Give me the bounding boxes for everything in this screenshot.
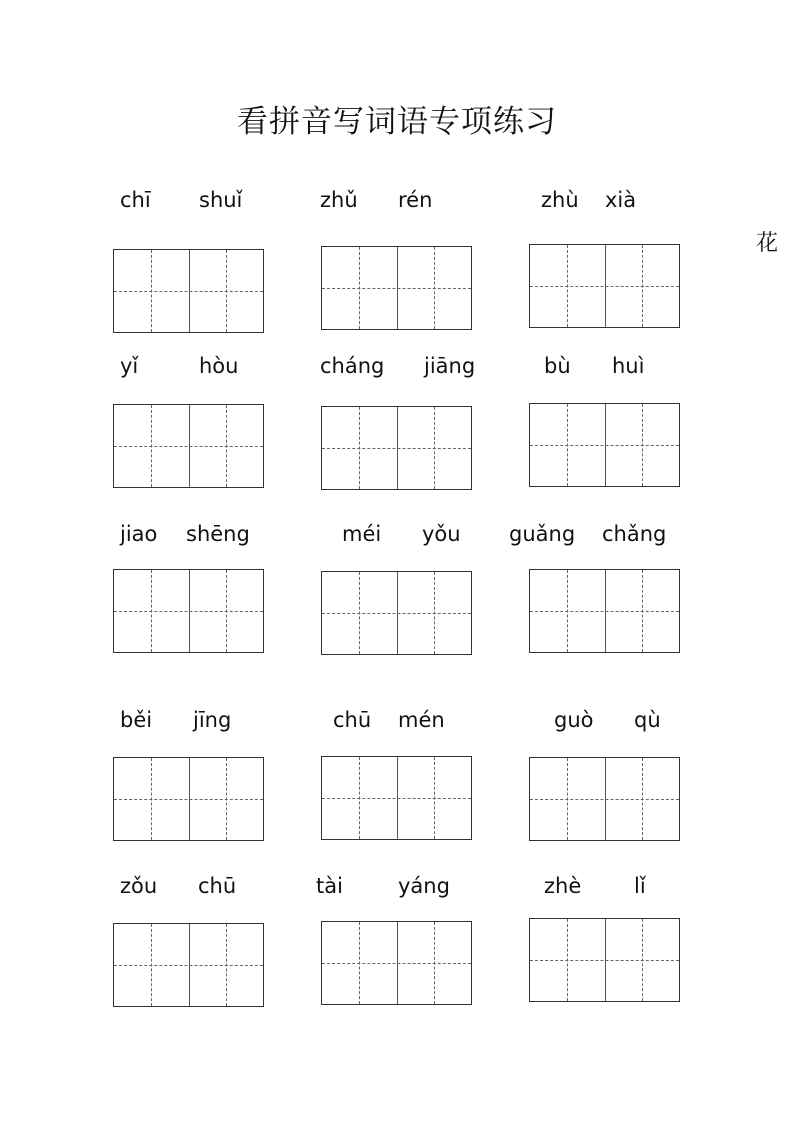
grid-guide-vertical (226, 405, 227, 487)
pinyin-syllable: guò (554, 708, 594, 732)
grid-guide-vertical (189, 250, 190, 332)
pinyin-syllable: jīng (193, 708, 232, 732)
grid-guide-vertical (151, 570, 152, 652)
grid-guide-vertical (397, 922, 398, 1004)
grid-guide-vertical (151, 758, 152, 840)
grid-guide-vertical (359, 922, 360, 1004)
pinyin-syllable: zhǔ (320, 188, 358, 212)
grid-guide-vertical (226, 758, 227, 840)
grid-guide-vertical (605, 758, 606, 840)
grid-guide-vertical (605, 570, 606, 652)
pinyin-syllable: rén (398, 188, 433, 212)
grid-guide-vertical (434, 572, 435, 654)
pinyin-syllable: mén (398, 708, 445, 732)
writing-grid[interactable] (529, 757, 680, 841)
grid-guide-vertical (434, 247, 435, 329)
writing-grid[interactable] (321, 921, 472, 1005)
pinyin-syllable: zǒu (120, 874, 158, 898)
writing-grid[interactable] (113, 757, 264, 841)
grid-guide-vertical (642, 570, 643, 652)
pinyin-syllable: huì (612, 354, 645, 378)
pinyin-syllable: chī (120, 188, 151, 212)
pinyin-syllable: guǎng (509, 522, 576, 546)
page-title: 看拼音写词语专项练习 (237, 104, 557, 140)
side-character: 花 (756, 231, 779, 256)
grid-guide-vertical (397, 757, 398, 839)
pinyin-syllable: běi (120, 708, 153, 732)
writing-grid[interactable] (529, 569, 680, 653)
grid-guide-vertical (151, 924, 152, 1006)
grid-guide-vertical (226, 570, 227, 652)
grid-guide-vertical (151, 250, 152, 332)
grid-guide-vertical (434, 757, 435, 839)
writing-grid[interactable] (113, 923, 264, 1007)
grid-guide-vertical (567, 404, 568, 486)
grid-guide-vertical (226, 250, 227, 332)
grid-guide-vertical (434, 407, 435, 489)
pinyin-syllable: chǎng (602, 522, 667, 546)
grid-guide-vertical (359, 572, 360, 654)
grid-guide-vertical (359, 407, 360, 489)
writing-grid[interactable] (321, 406, 472, 490)
writing-grid[interactable] (113, 404, 264, 488)
grid-guide-vertical (567, 245, 568, 327)
pinyin-syllable: bù (544, 354, 571, 378)
grid-guide-vertical (605, 919, 606, 1001)
writing-grid[interactable] (113, 569, 264, 653)
pinyin-syllable: lǐ (634, 874, 646, 898)
writing-grid[interactable] (321, 571, 472, 655)
grid-guide-vertical (567, 570, 568, 652)
writing-grid[interactable] (321, 756, 472, 840)
pinyin-syllable: shuǐ (199, 188, 243, 212)
grid-guide-vertical (359, 757, 360, 839)
pinyin-syllable: jiao (120, 522, 158, 546)
pinyin-syllable: chū (333, 708, 372, 732)
pinyin-syllable: yǒu (422, 522, 461, 546)
grid-guide-vertical (642, 758, 643, 840)
writing-grid[interactable] (529, 244, 680, 328)
grid-guide-vertical (226, 924, 227, 1006)
pinyin-syllable: chū (198, 874, 237, 898)
grid-guide-vertical (359, 247, 360, 329)
pinyin-syllable: méi (342, 522, 382, 546)
grid-guide-vertical (397, 407, 398, 489)
pinyin-syllable: jiāng (424, 354, 476, 378)
pinyin-syllable: xià (605, 188, 637, 212)
grid-guide-vertical (605, 245, 606, 327)
pinyin-syllable: qù (634, 708, 661, 732)
grid-guide-vertical (642, 919, 643, 1001)
pinyin-syllable: hòu (199, 354, 239, 378)
grid-guide-vertical (189, 570, 190, 652)
writing-grid[interactable] (529, 403, 680, 487)
grid-guide-vertical (397, 247, 398, 329)
pinyin-syllable: tài (316, 874, 343, 898)
pinyin-syllable: zhù (541, 188, 579, 212)
pinyin-syllable: cháng (320, 354, 385, 378)
pinyin-syllable: shēng (186, 522, 250, 546)
grid-guide-vertical (189, 924, 190, 1006)
grid-guide-vertical (567, 919, 568, 1001)
grid-guide-vertical (642, 245, 643, 327)
grid-guide-vertical (189, 758, 190, 840)
writing-grid[interactable] (113, 249, 264, 333)
pinyin-syllable: zhè (544, 874, 582, 898)
pinyin-syllable: yáng (398, 874, 450, 898)
grid-guide-vertical (642, 404, 643, 486)
grid-guide-vertical (189, 405, 190, 487)
grid-guide-vertical (605, 404, 606, 486)
grid-guide-vertical (397, 572, 398, 654)
pinyin-syllable: yǐ (120, 354, 139, 378)
grid-guide-vertical (567, 758, 568, 840)
grid-guide-vertical (151, 405, 152, 487)
grid-guide-vertical (434, 922, 435, 1004)
writing-grid[interactable] (529, 918, 680, 1002)
writing-grid[interactable] (321, 246, 472, 330)
